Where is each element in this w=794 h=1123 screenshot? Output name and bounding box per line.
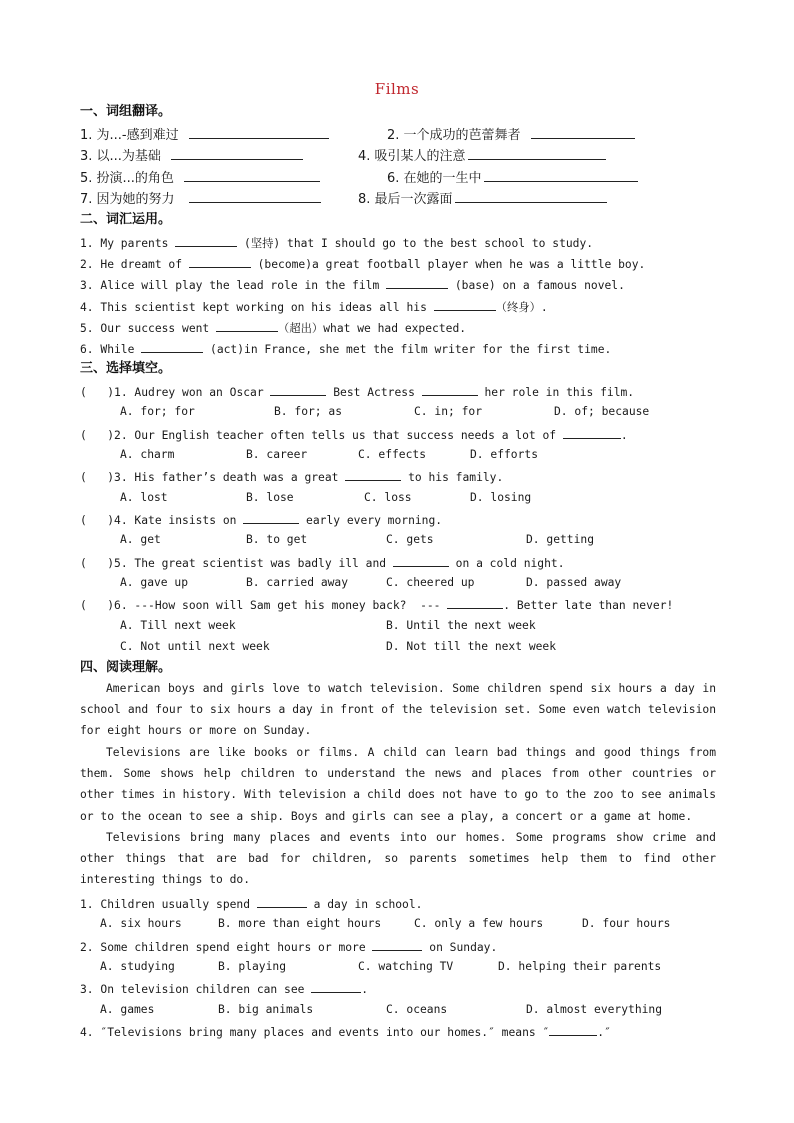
phrase-4-blank[interactable] <box>468 147 606 160</box>
section4-heading: 四、阅读理解。 <box>80 660 172 675</box>
mc-1-blank-b[interactable] <box>422 383 478 396</box>
mc-3-option-a[interactable]: A. lost <box>120 491 168 504</box>
mc-3-option-c[interactable]: C. loss <box>364 491 412 504</box>
rq-3-pre: 3. On television children can see <box>80 983 312 996</box>
vocab-2-blank[interactable] <box>189 255 251 268</box>
mc-question-1 <box>80 383 634 401</box>
vocab-item-4 <box>80 298 548 316</box>
mc-1-option-b[interactable]: B. for; as <box>274 405 343 418</box>
phrase-7-text: 7. 因为她的努力 <box>80 192 175 207</box>
mc-3-blank[interactable] <box>345 468 401 481</box>
mc-6-option-b[interactable]: B. Until the next week <box>386 619 536 632</box>
rq-2-option-d[interactable]: D. helping their parents <box>498 960 662 973</box>
rq-2-pre: 2. Some children spend eight hours or more <box>80 941 373 954</box>
vocab-2-post: (become)a great football player when he was a little boy. <box>250 258 646 271</box>
vocab-3-post: (base) on a famous novel. <box>448 279 625 292</box>
mc-3-option-d[interactable]: D. losing <box>470 491 532 504</box>
vocab-3-blank[interactable] <box>386 276 448 289</box>
phrase-2-blank[interactable] <box>531 126 635 139</box>
reading-paragraph-2: Televisions are like books or films. A child can learn bad things and good things from them. Some shows help children to understand the news and places from other countries or other times in history. With television a child does not have to go to the zoo to see animals or to the ocean to see a ship. Boys and girls can see a play, a concert or a game at home. <box>80 746 716 823</box>
mc-question-5 <box>80 554 565 572</box>
mc-5-pre: 5. The great scientist was badly ill and <box>114 557 393 570</box>
vocab-4-pre: 4. This scientist kept working on his ideas all his <box>80 301 434 314</box>
vocab-6-blank[interactable] <box>141 340 203 353</box>
rq-2-option-c[interactable]: C. watching TV <box>358 960 454 973</box>
phrase-7 <box>80 190 321 208</box>
mc-2-blank[interactable] <box>563 426 621 439</box>
section2-heading: 二、词汇运用。 <box>80 212 172 227</box>
vocab-1-pre: 1. My parents <box>80 237 176 250</box>
reading-question-3 <box>80 980 368 998</box>
phrase-3 <box>80 147 303 165</box>
mc-1-mid: Best Actress <box>326 386 422 399</box>
phrase-6-text: 6. 在她的一生中 <box>387 171 482 186</box>
reading-question-4 <box>80 1023 611 1041</box>
vocab-6-post: (act)in France, she met the film writer for the first time. <box>203 343 612 356</box>
phrase-6-blank[interactable] <box>484 169 638 182</box>
vocab-4-blank[interactable] <box>434 298 496 311</box>
mc-6-pre: 6. ---How soon will Sam get his money back? --- <box>114 599 448 612</box>
rq-4-post: .″ <box>597 1026 611 1039</box>
rq-1-option-c[interactable]: C. only a few hours <box>414 917 544 930</box>
phrase-7-blank[interactable] <box>189 190 321 203</box>
rq-1-post: a day in school. <box>306 898 423 911</box>
mc-1-pre: 1. Audrey won an Oscar <box>114 386 271 399</box>
section1-heading: 一、词组翻译。 <box>80 104 172 119</box>
mc-4-option-b[interactable]: B. to get <box>246 533 308 546</box>
mc-2-option-b[interactable]: B. career <box>246 448 308 461</box>
mc-1-blank-a[interactable] <box>270 383 326 396</box>
mc-1-option-d[interactable]: D. of; because <box>554 405 650 418</box>
mc-5-option-c[interactable]: C. cheered up <box>386 576 475 589</box>
phrase-4 <box>358 147 606 165</box>
mc-4-option-a[interactable]: A. get <box>120 533 161 546</box>
vocab-1-post: (坚持) that I should go to the best school to study. <box>237 237 594 250</box>
phrase-5 <box>80 169 320 187</box>
vocab-item-6 <box>80 340 611 358</box>
mc-6-post: . Better late than never! <box>503 599 674 612</box>
vocab-5-post: （超出）what we had expected. <box>278 322 467 335</box>
phrase-1-text: 1. 为...-感到难过 <box>80 128 179 143</box>
mc-question-2 <box>80 426 628 444</box>
vocab-2-pre: 2. He dreamt of <box>80 258 189 271</box>
vocab-1-blank[interactable] <box>175 234 237 247</box>
phrase-2 <box>387 126 635 144</box>
rq-3-option-c[interactable]: C. oceans <box>386 1003 448 1016</box>
rq-2-option-a[interactable]: A. studying <box>100 960 175 973</box>
mc-5-post: on a cold night. <box>448 557 565 570</box>
vocab-item-5 <box>80 319 466 337</box>
rq-1-blank[interactable] <box>257 895 307 908</box>
mc-4-option-c[interactable]: C. gets <box>386 533 434 546</box>
mc-2-bracket[interactable]: ( ) <box>80 429 115 442</box>
mc-2-option-a[interactable]: A. charm <box>120 448 175 461</box>
mc-4-post: early every morning. <box>299 514 443 527</box>
phrase-1-blank[interactable] <box>189 126 329 139</box>
mc-3-post: to his family. <box>401 471 504 484</box>
mc-1-bracket[interactable]: ( ) <box>80 386 115 399</box>
rq-2-blank[interactable] <box>372 938 422 951</box>
reading-paragraph-3: Televisions bring many places and events into our homes. Some programs show crime and other things that are bad for children, so parents sometimes help them to find other interesting things to do. <box>80 831 716 887</box>
phrase-3-text: 3. 以...为基础 <box>80 149 161 164</box>
rq-3-blank[interactable] <box>311 980 361 993</box>
section3-heading: 三、选择填空。 <box>80 361 172 376</box>
rq-2-post: on Sunday. <box>422 941 498 954</box>
mc-4-pre: 4. Kate insists on <box>114 514 244 527</box>
rq-4-blank[interactable] <box>549 1023 597 1036</box>
mc-5-bracket[interactable]: ( ) <box>80 557 115 570</box>
phrase-8 <box>358 190 607 208</box>
mc-1-option-c[interactable]: C. in; for <box>414 405 483 418</box>
rq-2-option-b[interactable]: B. playing <box>218 960 287 973</box>
mc-2-option-d[interactable]: D. efforts <box>470 448 539 461</box>
rq-3-option-b[interactable]: B. big animals <box>218 1003 314 1016</box>
mc-2-pre: 2. Our English teacher often tells us that success needs a lot of <box>114 429 563 442</box>
vocab-5-pre: 5. Our success went <box>80 322 217 335</box>
phrase-4-text: 4. 吸引某人的注意 <box>358 149 466 164</box>
vocab-3-pre: 3. Alice will play the lead role in the film <box>80 279 387 292</box>
vocab-item-3 <box>80 276 625 294</box>
vocab-6-pre: 6. While <box>80 343 142 356</box>
rq-3-post: . <box>361 983 369 996</box>
mc-5-option-b[interactable]: B. carried away <box>246 576 349 589</box>
reading-question-2 <box>80 938 497 956</box>
rq-1-option-d[interactable]: D. four hours <box>582 917 671 930</box>
phrase-2-text: 2. 一个成功的芭蕾舞者 <box>387 128 521 143</box>
vocab-item-2 <box>80 255 645 273</box>
mc-1-option-a[interactable]: A. for; for <box>120 405 195 418</box>
vocab-4-post: （终身）. <box>495 301 548 314</box>
vocab-5-blank[interactable] <box>216 319 278 332</box>
mc-4-option-d[interactable]: D. getting <box>526 533 595 546</box>
phrase-5-text: 5. 扮演...的角色 <box>80 171 174 186</box>
rq-1-option-b[interactable]: B. more than eight hours <box>218 917 382 930</box>
phrase-5-blank[interactable] <box>184 169 320 182</box>
rq-3-option-a[interactable]: A. games <box>100 1003 155 1016</box>
mc-4-bracket[interactable]: ( ) <box>80 514 115 527</box>
mc-question-6 <box>80 596 673 614</box>
mc-2-post: . <box>620 429 628 442</box>
phrase-3-blank[interactable] <box>171 147 303 160</box>
reading-question-1 <box>80 895 422 913</box>
mc-6-option-c[interactable]: C. Not until next week <box>120 640 270 653</box>
mc-question-4 <box>80 511 442 529</box>
mc-6-blank[interactable] <box>447 596 503 609</box>
vocab-item-1 <box>80 234 593 252</box>
phrase-1 <box>80 126 329 144</box>
mc-5-blank[interactable] <box>393 554 449 567</box>
mc-3-pre: 3. His father’s death was a great <box>114 471 346 484</box>
mc-1-post: her role in this film. <box>477 386 635 399</box>
rq-1-pre: 1. Children usually spend <box>80 898 257 911</box>
mc-3-option-b[interactable]: B. lose <box>246 491 294 504</box>
rq-3-option-d[interactable]: D. almost everything <box>526 1003 663 1016</box>
mc-5-option-d[interactable]: D. passed away <box>526 576 622 589</box>
mc-5-option-a[interactable]: A. gave up <box>120 576 189 589</box>
phrase-8-text: 8. 最后一次露面 <box>358 192 453 207</box>
reading-paragraph-1: American boys and girls love to watch television. Some children spend six hours a day in school and four to six hours a day in front of the television set. Some even watch television for eight hours or more on Sunday. <box>80 682 716 738</box>
mc-question-3 <box>80 468 503 486</box>
phrase-6 <box>387 169 638 187</box>
rq-4-pre: 4. ″Televisions bring many places and events into our homes.″ means ″ <box>80 1026 550 1039</box>
mc-3-bracket[interactable]: ( ) <box>80 471 115 484</box>
rq-1-option-a[interactable]: A. six hours <box>100 917 182 930</box>
mc-6-bracket[interactable]: ( ) <box>80 599 115 612</box>
mc-6-option-a[interactable]: A. Till next week <box>120 619 236 632</box>
mc-6-option-d[interactable]: D. Not till the next week <box>386 640 557 653</box>
page-title: Films <box>374 80 420 98</box>
mc-2-option-c[interactable]: C. effects <box>358 448 427 461</box>
phrase-8-blank[interactable] <box>455 190 607 203</box>
mc-4-blank[interactable] <box>243 511 299 524</box>
